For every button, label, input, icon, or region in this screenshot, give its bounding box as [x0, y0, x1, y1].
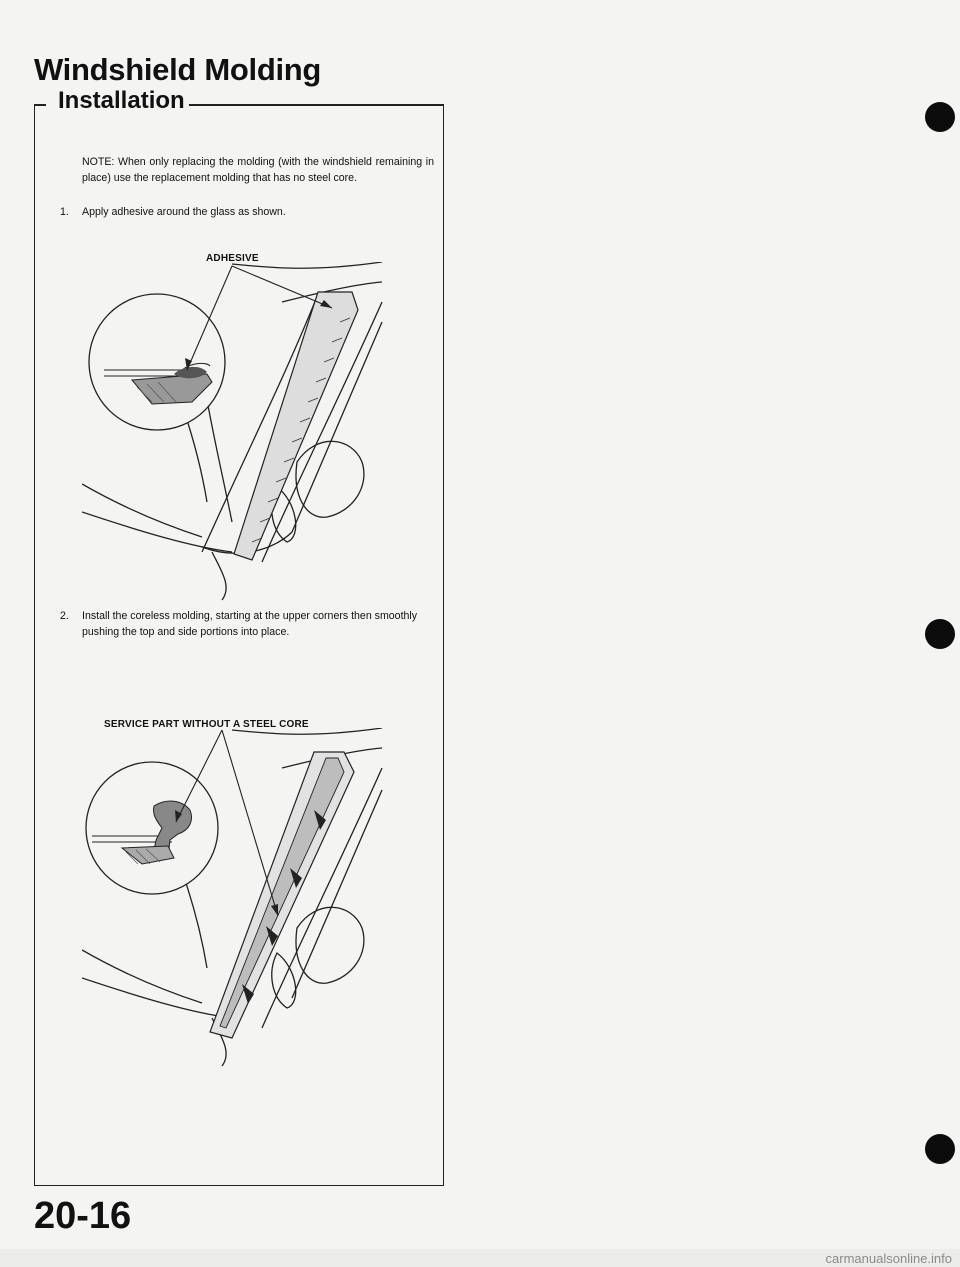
site-watermark: carmanualsonline.info: [825, 1251, 952, 1266]
step-1: [60, 205, 434, 221]
service-part-callout: SERVICE PART WITHOUT A STEEL CORE: [104, 719, 309, 730]
section-rule-left: [34, 104, 46, 106]
binder-hole-marker-top: [925, 102, 955, 132]
page-title: Windshield Molding: [34, 52, 322, 87]
step-1-number: 1.: [60, 206, 69, 218]
page-number: 20-16: [34, 1195, 132, 1237]
section-rule-right: [188, 104, 444, 106]
adhesive-callout: ADHESIVE: [206, 253, 259, 264]
step-2-text: Install the coreless molding, starting at the upper corners then smoothly pushing the top and side portions into place.: [82, 610, 418, 638]
step-2-number: 2.: [60, 610, 69, 622]
adhesive-illustration: [82, 262, 402, 602]
binder-hole-marker-bottom: [925, 1134, 955, 1164]
installation-note: NOTE: When only replacing the molding (with the windshield remaining in place) use the replacement molding that has no steel core.: [82, 156, 434, 184]
coreless-molding-illustration: [82, 728, 402, 1068]
binder-hole-marker-middle: [925, 619, 955, 649]
section-heading: Installation: [54, 87, 189, 115]
footer-band: [0, 1249, 960, 1267]
step-2: [60, 609, 434, 641]
step-1-text: Apply adhesive around the glass as shown.: [82, 206, 286, 218]
